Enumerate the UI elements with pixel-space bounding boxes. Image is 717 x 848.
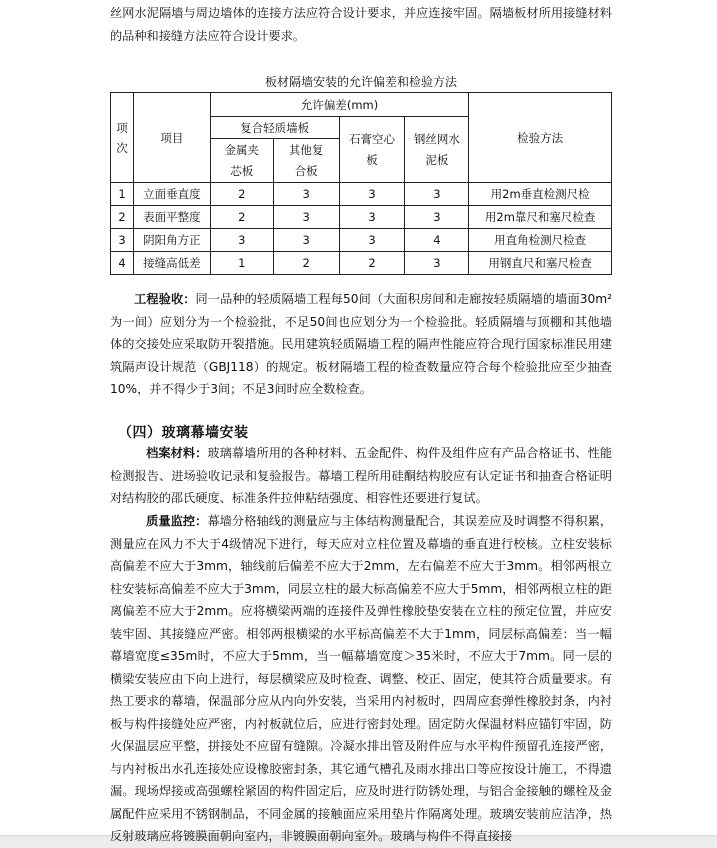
row-no: 3 bbox=[111, 229, 134, 252]
header-item-no: 项次 bbox=[111, 93, 134, 183]
row-method: 用2m垂直检测尺检 bbox=[469, 183, 612, 206]
intro-paragraph: 丝网水泥隔墙与周边墙体的连接方法应符合设计要求，并应连接牢固。隔墙板材所用接缝材料的品种和接缝方法应符合设计要求。 bbox=[110, 6, 612, 43]
row-method: 用2m靠尺和塞尺检查 bbox=[469, 206, 612, 229]
table-row bbox=[111, 252, 612, 275]
row-metal: 2 bbox=[210, 206, 273, 229]
table-caption: 板材隔墙安装的允许偏差和检验方法 bbox=[264, 75, 457, 89]
quality-text: 幕墙分格轴线的测量应与主体结构测量配合，其误差应及时调整不得积累，测量应在风力不大于4级情况下进行，每天应对立柱位置及幕墙的垂直进行校核。立柱安装标高偏差不应大于3mm，轴线前后偏差不应大于2mm，左右偏差不应大于3mm。相邻两根立柱安装标高偏差不应大于3mm，同层立柱的最大标高偏差不应大于5mm，相邻两根立柱的距离偏差不应大于2mm。应将横梁两端的连接件及弹性橡胶垫安装在立柱的预定位置，并应安装牢固、其接缝应严密。相邻两根横梁的水平标高偏差不大于1mm，同层标高偏差：当一幅幕墙宽度≤35m时，不应大于5mm，当一幅幕墙宽度＞35米时，不应大于7mm。同一层的横梁安装应由下向上进行，每层横梁应及时检查、调整、校正、固定，使其符合质量要求。有热工要求的幕墙，保温部分应从内向外安装，当采用内衬板时，四周应套弹性橡胶封条，内衬板与构件接缝处应严密，内衬板就位后，应进行密封处理。固定防火保温材料应锚钉牢固，防火保温层应平整，拼接处不应留有缝隙。冷凝水排出管及附件应与水平构件预留孔连接严密，与内衬板出水孔连接处应设橡胶密封条，其它通气槽孔及雨水排出口等应按设计施工，不得遗漏。现场焊接或高强螺栓紧固的构件固定后，应及时进行防锈处理，与铝合金接触的螺栓及金属配件应采用不锈钢制品，不同金属的接触面应采用垫片作隔离处理。玻璃安装前应洁净，热反射玻璃应将镀膜面朝向室内，非镀膜面朝向室外。玻璃与构件不得直接接 bbox=[110, 514, 613, 843]
table-row bbox=[111, 206, 612, 229]
row-mesh: 3 bbox=[405, 252, 469, 275]
row-mesh: 3 bbox=[405, 183, 469, 206]
row-metal: 3 bbox=[210, 229, 273, 252]
row-item: 接缝高低差 bbox=[133, 252, 210, 275]
row-gypsum: 2 bbox=[339, 252, 405, 275]
row-method: 用直角检测尺检查 bbox=[469, 229, 612, 252]
row-metal: 2 bbox=[210, 183, 273, 206]
archive-text: 玻璃幕墙所用的各种材料、五金配件、构件及组件应有产品合格证书、性能检测报告、进场验收记录和复验报告。幕墙工程所用硅酮结构胶应有认定证书和抽查合格证明对结构胶的邵氏硬度、标准条件拉伸粘结强度、相容性还要进行复试。 bbox=[110, 446, 613, 505]
header-other-composite: 其他复合板 bbox=[273, 139, 339, 183]
row-gypsum: 3 bbox=[339, 229, 405, 252]
acceptance-text: 同一品种的轻质隔墙工程每50间（大面积房间和走廊按轻质隔墙的墙面30m²为一间）应划分为一个检验批，不足50间也应划分为一个检验批。轻质隔墙与顶棚和其他墙体的交接处应采取防开裂措施。民用建筑轻质隔墙工程的隔声性能应符合现行国家标准民用建筑隔声设计规范（GBJ118）的规定。板材隔墙工程的检查数量应符合每个检验批应至少抽查10%，并不得少于3间；不足3间时应全数检查。 bbox=[110, 292, 612, 396]
header-allowed-deviation: 允许偏差(mm) bbox=[210, 93, 469, 117]
row-other: 2 bbox=[273, 252, 339, 275]
section-heading: （四）玻璃幕墙安装 bbox=[118, 425, 249, 441]
acceptance-paragraph bbox=[110, 288, 612, 401]
acceptance-label: 工程验收： bbox=[134, 292, 196, 306]
row-mesh: 3 bbox=[405, 206, 469, 229]
row-method: 用钢直尺和塞尺检查 bbox=[469, 252, 612, 275]
archive-label: 档案材料： bbox=[146, 446, 208, 460]
header-composite-group: 复合轻质墙板 bbox=[210, 117, 339, 139]
row-no: 1 bbox=[111, 183, 134, 206]
row-other: 3 bbox=[273, 229, 339, 252]
row-item: 立面垂直度 bbox=[133, 183, 210, 206]
header-gypsum-hollow: 石膏空心板 bbox=[339, 117, 405, 183]
header-metal-sandwich: 金属夹芯板 bbox=[210, 139, 273, 183]
row-item: 阴阳角方正 bbox=[133, 229, 210, 252]
row-gypsum: 3 bbox=[339, 183, 405, 206]
quality-paragraph bbox=[110, 510, 612, 848]
tolerance-table bbox=[110, 92, 612, 275]
row-no: 4 bbox=[111, 252, 134, 275]
header-steel-mesh: 钢丝网水泥板 bbox=[405, 117, 469, 183]
row-other: 3 bbox=[273, 206, 339, 229]
quality-label: 质量监控： bbox=[146, 514, 208, 528]
archive-paragraph bbox=[110, 442, 612, 510]
header-method: 检验方法 bbox=[469, 93, 612, 183]
table-row bbox=[111, 229, 612, 252]
row-item: 表面平整度 bbox=[133, 206, 210, 229]
row-metal: 1 bbox=[210, 252, 273, 275]
row-other: 3 bbox=[273, 183, 339, 206]
row-mesh: 4 bbox=[405, 229, 469, 252]
row-gypsum: 3 bbox=[339, 206, 405, 229]
header-item: 项目 bbox=[133, 93, 210, 183]
table-row bbox=[111, 183, 612, 206]
row-no: 2 bbox=[111, 206, 134, 229]
